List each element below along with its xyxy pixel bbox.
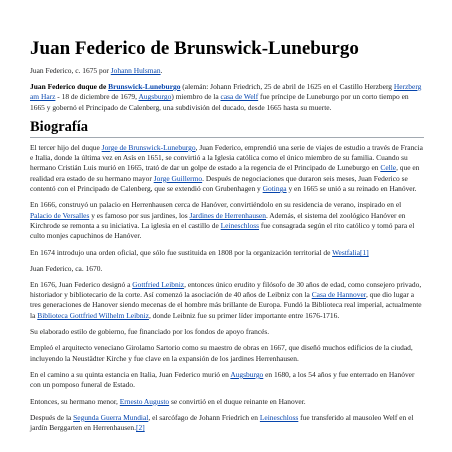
intro-text-3: ) miembro de la	[171, 92, 221, 102]
page-title: Juan Federico de Brunswick-Luneburgo	[30, 38, 359, 59]
portrait-caption	[30, 66, 424, 76]
p1-text-3: , que en realidad era estado de su hermano mayor	[30, 163, 420, 183]
intro-text-2: - 18 de diciembre de 1679,	[55, 92, 139, 102]
p3-text-1: En 1674 introdujo una orden oficial, que sólo fue sustituida en 1808 por la organización territorial de	[30, 247, 333, 257]
p9-text-2: , el sarcófago de Johann Friedrich en	[148, 412, 260, 422]
section-heading-biografia: Biografía	[30, 119, 424, 138]
paragraph-6: Empleó el arquitecto veneciano Girolamo Sartorio como su maestro de obras en 1667, que diseñó muchos edificios de la ciudad, incluyendo la Neustädter Kirche y fue clave en la expansión de los jardines Herrenhausen.	[30, 343, 413, 363]
paragraph-5: Su elaborado estilo de gobierno, fue financiado por los fondos de apoyo francés.	[30, 327, 270, 337]
intro-text-1: (alemán: Johann Friedrich, 25 de abril de 1625 en el Castillo Herzberg	[180, 82, 394, 91]
p1-text-1: El tercer hijo del duque	[30, 142, 102, 152]
intro-paragraph	[30, 82, 424, 113]
link-celle[interactable]: Celle	[380, 163, 397, 173]
reference-2-link[interactable]: [2]	[136, 423, 145, 433]
p7-text-1: En el camino a su quinta estancia en Italia, Juan Federico murió en	[30, 369, 231, 379]
link-jorge-guillermo[interactable]: Jorge Guillermo	[153, 173, 203, 183]
paragraph-9	[30, 413, 424, 434]
paragraph-7	[30, 370, 424, 391]
p2-text-2: y es famoso por sus jardines, los	[89, 210, 190, 220]
p4-text-2: , entonces único erudito y filósofo de 30 años de edad, como consejero privado, historiador y bibliotecario de la corte. Así comenzó la asociación de 40 años de Leibniz con la	[30, 279, 422, 300]
p4-text-4: , donde Leibniz fue su primer líder importante entre 1676-1716.	[148, 310, 340, 320]
intro-bold: Juan Federico duque de	[30, 82, 109, 91]
p4-text-3: , que dio lugar a tres generaciones de Hanover siendo mecenas de el hombre más brillante de Europa. Fundó la Biblioteca real imperial, actualmente la	[30, 290, 422, 320]
link-gottfried-leibniz[interactable]: Gottfried Leibniz	[132, 279, 185, 289]
link-johann-hulsman[interactable]: Johann Hulsman	[110, 66, 161, 75]
p1-text-5: y en 1665 se unió a su reinado en Hanóver.	[286, 184, 417, 194]
caption-end: .	[160, 66, 163, 75]
paragraph-1	[30, 143, 424, 194]
image-caption-1670: Juan Federico, ca. 1670.	[30, 263, 103, 273]
reference-1-link[interactable]: [1]	[360, 247, 369, 257]
link-leineschloss[interactable]: Leineschloss	[220, 220, 260, 230]
paragraph-8	[30, 397, 424, 407]
link-jardines-herrenhausen[interactable]: Jardines de Herrenhausen	[189, 210, 266, 220]
p7-text-2: en 1680, a los 54 años y fue enterrado en Hanóver con un pomposo funeral de Estado.	[30, 369, 415, 390]
p1-text-2: , Juan Federico, emprendió una serie de viajes de estudio a través de Francia e Italia, donde la última vez en Asís en 1651, se convirtió a la Iglesia católica como el único miembro de su familia. Cuando su hermano Cristián Luis murió en 1665, trató de dar un golpe de estado a la regencia de el Principado de Luneburgo en	[30, 142, 423, 173]
link-brunswick-luneburgo[interactable]: Brunswick-Luneburgo	[108, 82, 181, 91]
link-herzberg[interactable]: Herzberg am Harz	[30, 82, 422, 102]
p9-text-3: fue transferido al mausoleo Welf en el jardín Berggarten en Herrenhausen.	[30, 412, 414, 433]
link-palacio-versalles[interactable]: Palacio de Versalles	[30, 210, 90, 220]
p1-text-4: . Después de negociaciones que duraron seis meses, Juan Federico se contentó con el Principado de Calenberg, que se extendió con Grubenhagen y	[30, 173, 408, 194]
link-augsburgo[interactable]: Augsburgo	[138, 92, 172, 102]
intro-text-4: fue príncipe de Luneburgo por un corto tiempo en 1665 y gobernó el Principado de Calenberg, una subdivisión del ducado, desde 1665 hasta su muerte.	[30, 92, 409, 112]
link-casa-de-hannover[interactable]: Casa de Hannover	[311, 290, 366, 300]
p2-text-4: fue consagrada según el rito católico y tomó para el culto monjes capuchinos de Hanóver.	[30, 220, 415, 241]
link-leineschloss-2[interactable]: Leineschloss	[259, 412, 299, 422]
link-jorge-brunswick[interactable]: Jorge de Brunswick-Luneburgo	[101, 142, 196, 152]
paragraph-4	[30, 280, 424, 321]
caption-text: Juan Federico, c. 1675 por	[30, 66, 111, 75]
link-biblioteca-leibniz[interactable]: Biblioteca Gottfried Wilhelm Leibniz	[37, 310, 149, 320]
link-gotinga[interactable]: Gotinga	[262, 184, 287, 194]
link-ernesto-augusto[interactable]: Ernesto Augusto	[119, 396, 170, 406]
p9-text-1: Después de la	[30, 412, 74, 422]
paragraph-2	[30, 200, 424, 241]
p4-text-1: En 1676, Juan Federico designó a	[30, 279, 133, 289]
link-augsburgo-2[interactable]: Augsburgo	[230, 369, 264, 379]
p2-text-3: . Además, el sistema del zoológico Hanóver en Kirchrode se remonta a su iniciativa. La iglesia en el castillo de	[30, 210, 406, 230]
p2-text-1: En 1666, construyó un palacio en Herrenhausen cerca de Hanóver, convirtiéndolo en su residencia de verano, inspirado en el	[30, 200, 402, 210]
p8-text-1: Entonces, su hermano menor,	[30, 396, 120, 406]
link-segunda-guerra-mundial[interactable]: Segunda Guerra Mundial	[73, 412, 149, 422]
link-casa-de-welf[interactable]: casa de Welf	[220, 92, 259, 102]
p8-text-2: se convirtió en el duque reinante en Hanover.	[169, 396, 306, 406]
paragraph-3	[30, 248, 424, 258]
link-westfalia[interactable]: Westfalia	[332, 247, 361, 257]
